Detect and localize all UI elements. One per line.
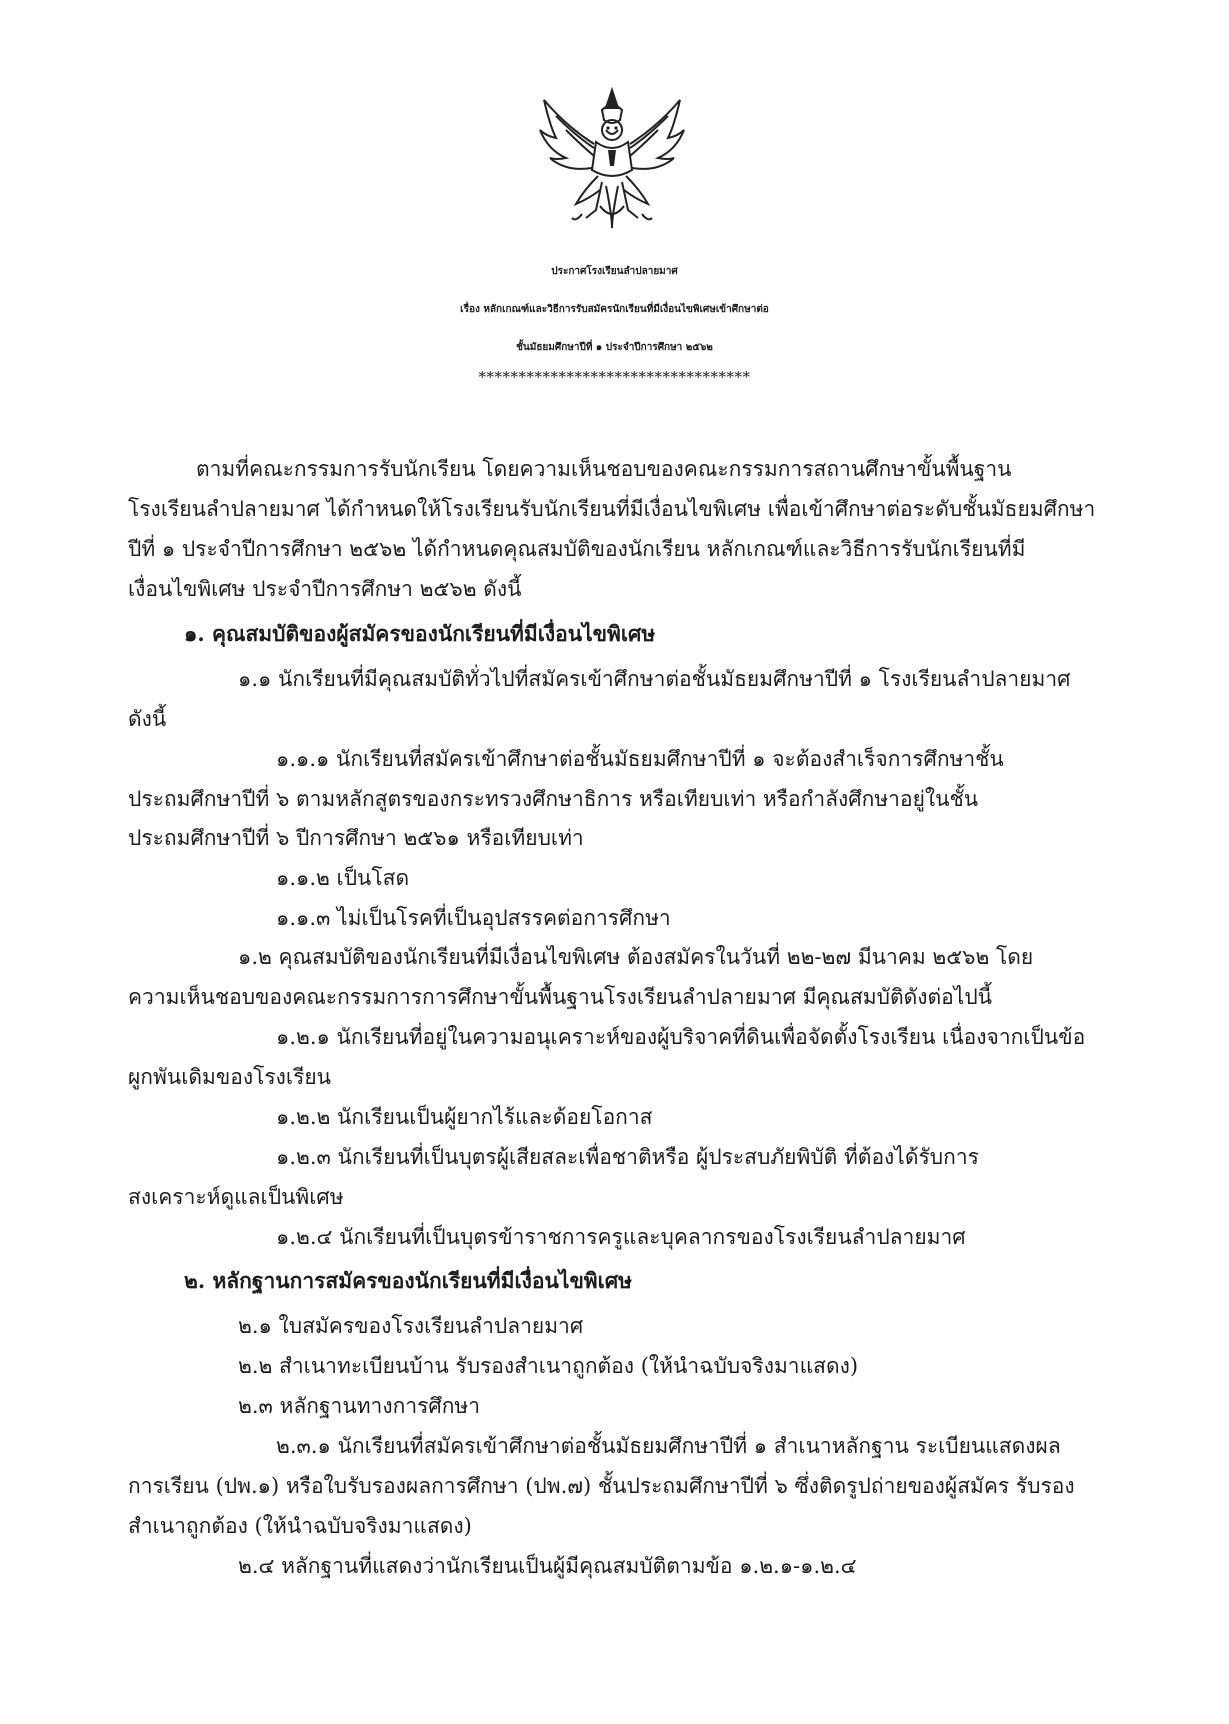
body-line: ดังนี้ <box>128 707 167 731</box>
body-line: ประถมศึกษาปีที่ ๖ ปีการศึกษา ๒๕๖๑ หรือเทียบเท่า <box>128 826 584 850</box>
garuda-emblem-icon <box>536 86 688 232</box>
item-1-2-3: ๑.๒.๓ นักเรียนที่เป็นบุตรผู้เสียสละเพื่อชาติหรือ ผู้ประสบภัยพิบัติ ที่ต้องได้รับการ <box>276 1145 979 1169</box>
item-1-1-2: ๑.๑.๒ เป็นโสด <box>276 866 410 890</box>
subsection-1-2: ๑.๒ คุณสมบัติของนักเรียนที่มีเงื่อนไขพิเศษ ต้องสมัครในวันที่ ๒๒-๒๗ มีนาคม ๒๕๖๒ โดย <box>238 945 1034 969</box>
body-line: ผูกพันเดิมของโรงเรียน <box>128 1065 332 1089</box>
item-1-1-1: ๑.๑.๑ นักเรียนที่สมัครเข้าศึกษาต่อชั้นมัธยมศึกษาปีที่ ๑ จะต้องสำเร็จการศึกษาชั้น <box>276 747 1004 771</box>
body-line: สงเคราะห์ดูแลเป็นพิเศษ <box>128 1185 344 1209</box>
item-1-2-1: ๑.๒.๑ นักเรียนที่อยู่ในความอนุเคราะห์ของผู้บริจาคที่ดินเพื่อจัดตั้งโรงเรียน เนื่องจากเป็นข้อ <box>276 1025 1086 1049</box>
body-line: ประถมศึกษาปีที่ ๖ ตามหลักสูตรของกระทรวงศึกษาธิการ หรือเทียบเท่า หรือกำลังศึกษาอยู่ในชั้น <box>128 787 979 811</box>
body-line: การเรียน (ปพ.๑) หรือใบรับรองผลการศึกษา (ปพ.๗) ชั้นประถมศึกษาปีที่ ๖ ซึ่งติดรูปถ่ายของผู้สมัคร รับรอง <box>128 1474 1075 1498</box>
subsection-2-4: ๒.๔ หลักฐานที่แสดงว่านักเรียนเป็นผู้มีคุณสมบัติตามข้อ ๑.๒.๑-๑.๒.๔ <box>238 1554 857 1578</box>
section-heading-2: ๒. หลักฐานการสมัครของนักเรียนที่มีเงื่อนไขพิเศษ <box>184 1268 633 1293</box>
subsection-1-1: ๑.๑ นักเรียนที่มีคุณสมบัติทั่วไปที่สมัครเข้าศึกษาต่อชั้นมัธยมศึกษาปีที่ ๑ โรงเรียนลำปลายมาศ <box>238 667 1071 691</box>
announcement-grade-year: ชั้นมัธยมศึกษาปีที่ ๑ ประจำปีการศึกษา ๒๕๖๒ <box>516 342 713 353</box>
body-line: สำเนาถูกต้อง (ให้นำฉบับจริงมาแสดง) <box>128 1514 472 1538</box>
announcement-header <box>0 253 1229 387</box>
intro-line: เงื่อนไขพิเศษ ประจำปีการศึกษา ๒๕๖๒ ดังนี้ <box>128 577 522 601</box>
body-line: ความเห็นชอบของคณะกรรมการการศึกษาขั้นพื้นฐานโรงเรียนลำปลายมาศ มีคุณสมบัติดังต่อไปนี้ <box>128 985 993 1009</box>
subsection-2-3: ๒.๓ หลักฐานทางการศึกษา <box>238 1394 481 1418</box>
intro-line: ตามที่คณะกรรมการรับนักเรียน โดยความเห็นชอบของคณะกรรมการสถานศึกษาขั้นพื้นฐาน <box>196 457 1012 481</box>
item-1-1-3: ๑.๑.๓ ไม่เป็นโรคที่เป็นอุปสรรคต่อการศึกษา <box>276 906 671 930</box>
intro-line: ปีที่ ๑ ประจำปีการศึกษา ๒๕๖๒ ได้กำหนดคุณสมบัติของนักเรียน หลักเกณฑ์และวิธีการรับนักเรียนที่มี <box>128 537 1026 561</box>
item-1-2-4: ๑.๒.๔ นักเรียนที่เป็นบุตรข้าราชการครูและบุคลากรของโรงเรียนลำปลายมาศ <box>276 1225 966 1249</box>
title-separator: ********************************** <box>478 368 751 386</box>
item-2-3-1: ๒.๓.๑ นักเรียนที่สมัครเข้าศึกษาต่อชั้นมัธยมศึกษาปีที่ ๑ สำเนาหลักฐาน ระเบียนแสดงผล <box>276 1434 1061 1458</box>
subsection-2-1: ๒.๑ ใบสมัครของโรงเรียนลำปลายมาศ <box>238 1314 584 1338</box>
announcement-title: ประกาศโรงเรียนลำปลายมาศ <box>551 266 678 277</box>
subsection-2-2: ๒.๒ สำเนาทะเบียนบ้าน รับรองสำเนาถูกต้อง (ให้นำฉบับจริงมาแสดง) <box>238 1354 859 1378</box>
item-1-2-2: ๑.๒.๒ นักเรียนเป็นผู้ยากไร้และด้อยโอกาส <box>276 1105 653 1129</box>
section-heading-1: ๑. คุณสมบัติของผู้สมัครของนักเรียนที่มีเงื่อนไขพิเศษ <box>184 621 656 646</box>
intro-line: โรงเรียนลำปลายมาศ ได้กำหนดให้โรงเรียนรับนักเรียนที่มีเงื่อนไขพิเศษ เพื่อเข้าศึกษาต่อระดับชั้นมัธยมศึกษา <box>128 497 1096 521</box>
announcement-subject: เรื่อง หลักเกณฑ์และวิธีการรับสมัครนักเรียนที่มีเงื่อนไขพิเศษเข้าศึกษาต่อ <box>460 304 769 315</box>
